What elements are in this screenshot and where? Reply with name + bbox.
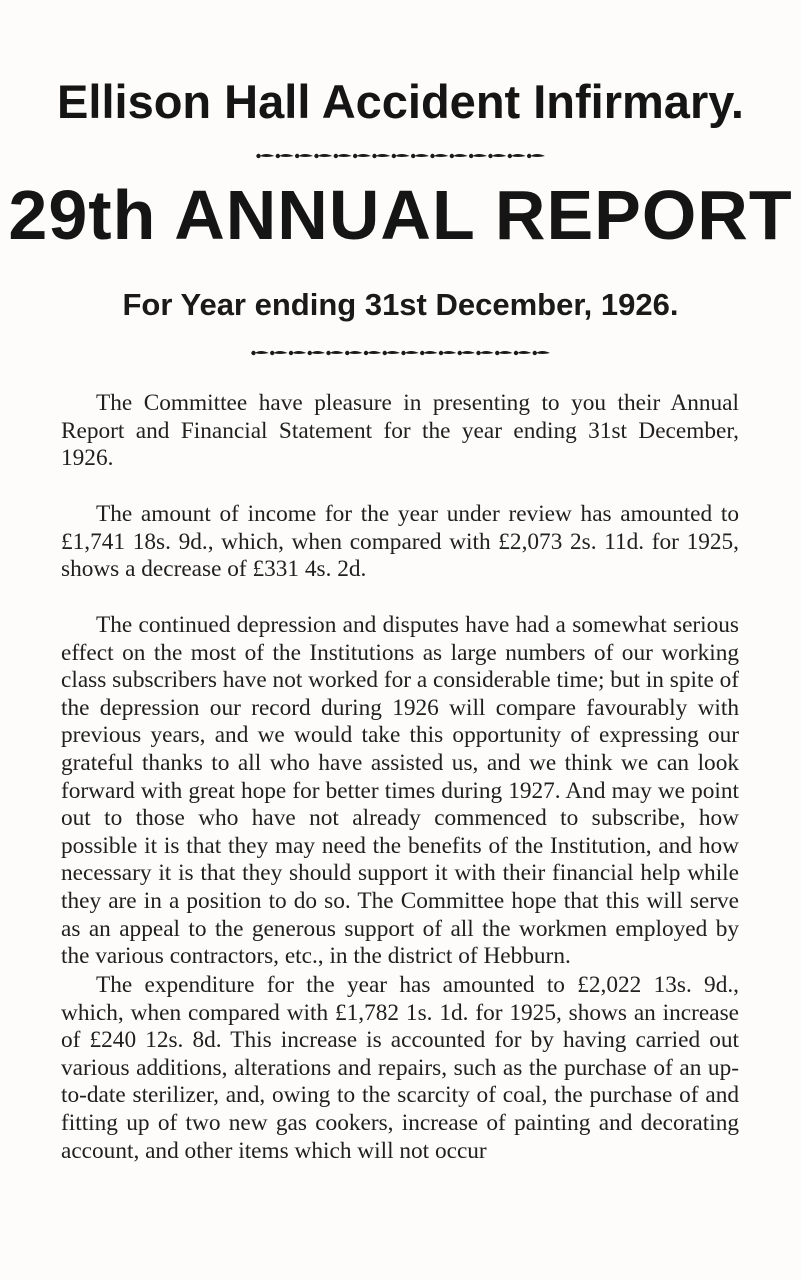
- ornament-swash: [348, 351, 362, 354]
- ornament-swash: [492, 154, 506, 157]
- paragraph-income: The amount of income for the year under review has amounted to £1,741 18s. 9d., which, when compared with £2,073 2s. 11d. for 1925, shows a decrease of £331 4s. 2d.: [61, 501, 739, 583]
- ornament-swash: [536, 351, 550, 354]
- paragraph-depression-appeal: The continued depression and disputes have had a somewhat serious effect on the most of the Institutions as large numbers of our working class subscribers have not worked for a considerable time; but in spite of the depression our record during 1926 will compare favourably with previous years, and we would take this opportunity of expressing our grateful thanks to all who have assisted us, and we think we can look forward with great hope for better times during 1927. And may we point out to those who have not already commenced to subscribe, how possible it is that they may need the benefits of the Institution, and how necessary it is that they should support it with their financial help while they are in a position to do so. The Committee hope that this will serve as an appeal to the generous support of all the workmen employed by the various contractors, etc., in the district of Hebburn.: [61, 612, 740, 970]
- ornament-swash: [434, 154, 448, 157]
- ornament-swash: [423, 351, 437, 354]
- ornament-swash: [453, 154, 467, 157]
- paragraph-expenditure: The expenditure for the year has amounted to £2,022 13s. 9d., which, when compared with £1,782 1s. 1d. for 1925, shows an increase of £240 12s. 8d. This increase is accounted for by having carried out various additions, alterations and repairs, such as the purchase of an up-to-date sterilizer, and, owing to the scarcity of coal, the purchase of and fitting up of two new gas cookers, increase of painting and decorating account, and other items which will not occur: [61, 972, 739, 1164]
- ornament-swash: [517, 351, 531, 354]
- ornament-swash: [279, 154, 293, 157]
- ornament-swash: [461, 351, 475, 354]
- ornament-swash: [311, 351, 325, 354]
- ornament-swash: [405, 351, 419, 354]
- ornament-swash: [337, 154, 351, 157]
- report-heading: 29th ANNUAL REPORT: [8, 176, 793, 254]
- ornament-swash: [414, 154, 428, 157]
- ornament-swash: [511, 154, 525, 157]
- ornament-swash: [442, 351, 456, 354]
- ornamental-rule-top: [256, 152, 546, 160]
- ornament-swash: [376, 154, 390, 157]
- ornament-swash: [367, 351, 381, 354]
- ornament-swash: [530, 154, 544, 157]
- ornament-swash: [395, 154, 409, 157]
- ornament-swash: [356, 154, 370, 157]
- ornament-swash: [273, 351, 287, 354]
- paragraph-introduction: The Committee have pleasure in presenting to you their Annual Report and Financial Statement for the year ending 31st December, 1926.: [61, 390, 739, 472]
- ornament-swash: [318, 154, 332, 157]
- ornamental-rule-bottom: [251, 349, 551, 357]
- ornament-swash: [472, 154, 486, 157]
- ornament-swash: [255, 351, 269, 354]
- ornament-swash: [260, 154, 274, 157]
- ornament-swash: [298, 154, 312, 157]
- ornament-swash: [480, 351, 494, 354]
- institution-title: Ellison Hall Accident Infirmary.: [57, 75, 744, 128]
- report-subtitle: For Year ending 31st December, 1926.: [122, 287, 679, 322]
- ornament-swash: [330, 351, 344, 354]
- ornament-swash: [386, 351, 400, 354]
- ornament-swash: [292, 351, 306, 354]
- ornament-swash: [498, 351, 512, 354]
